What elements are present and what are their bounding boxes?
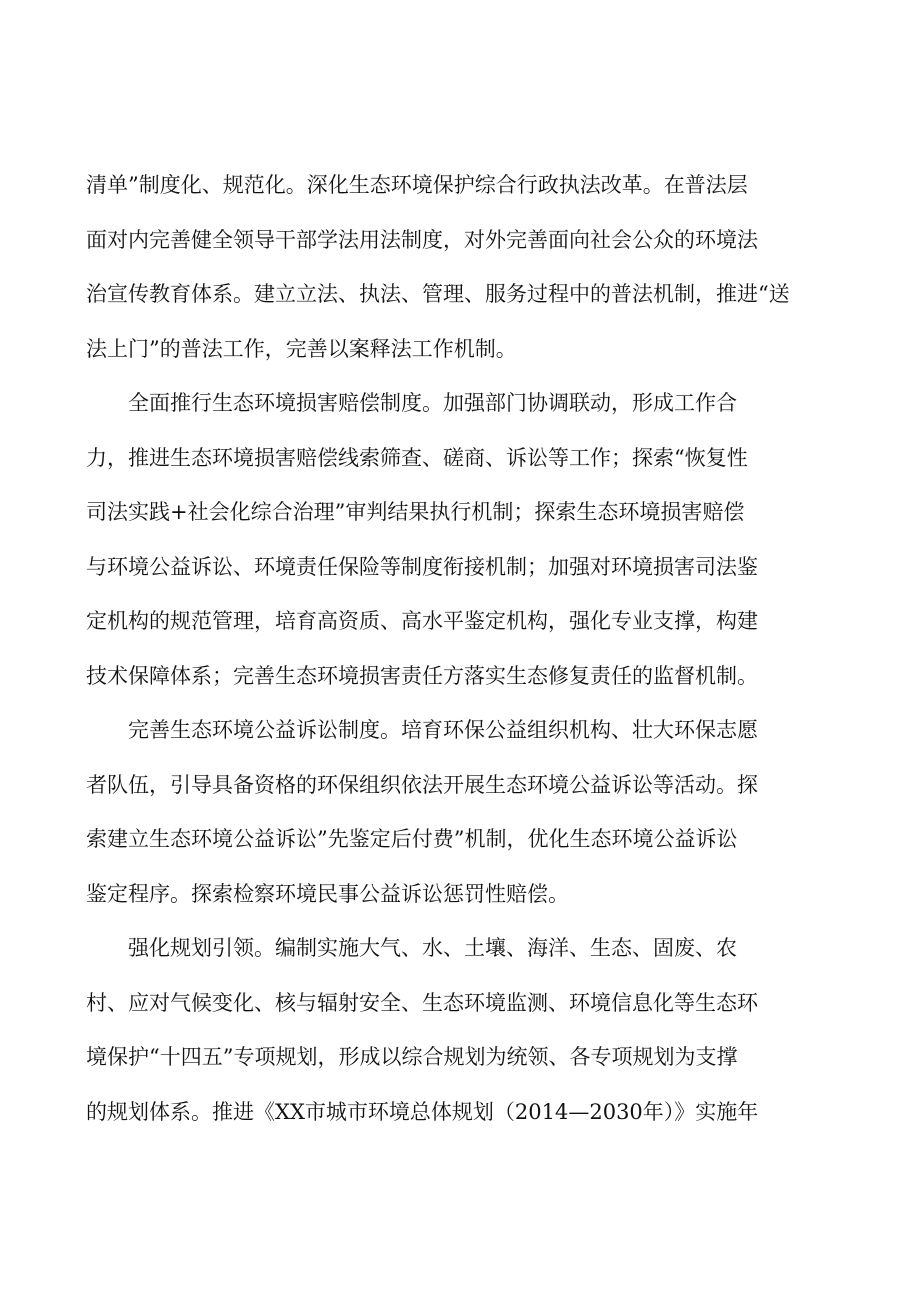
text-line: 技术保障体系；完善生态环境损害责任方落实生态修复责任的监督机制。 <box>86 663 758 688</box>
document-body <box>86 158 832 1139</box>
text-line: 法上门”的普法工作，完善以案释法工作机制。 <box>86 336 517 361</box>
text-line: 村、应对气候变化、核与辐射安全、生态环境监测、环境信息化等生态环 <box>86 990 758 1015</box>
text-line: 的规划体系。推进《XX市城市环境总体规划（2014—2030年）》实施年 <box>86 1099 759 1124</box>
text-line: 司法实践+社会化综合治理”审判结果执行机制；探索生态环境损害赔偿 <box>86 500 745 524</box>
text-line: 鉴定程序。探索检察环境民事公益诉讼惩罚性赔偿。 <box>86 881 569 906</box>
text-line: 力，推进生态环境损害赔偿线索筛查、磋商、诉讼等工作；探索“恢复性 <box>86 445 748 470</box>
paragraph-first-line: 完善生态环境公益诉讼制度。培育环保公益组织机构、壮大环保志愿 <box>128 718 758 742</box>
text-line: 清单”制度化、规范化。深化生态环境保护综合行政执法改革。在普法层 <box>86 173 748 197</box>
text-line: 治宣传教育体系。建立立法、执法、管理、服务过程中的普法机制，推进“送 <box>86 282 790 306</box>
paragraph-first-line: 全面推行生态环境损害赔偿制度。加强部门协调联动，形成工作合 <box>128 391 737 415</box>
text-line: 与环境公益诉讼、环境责任保险等制度衔接机制；加强对环境损害司法鉴 <box>86 554 758 579</box>
paragraph-first-line: 强化规划引领。编制实施大气、水、土壤、海洋、生态、固废、农 <box>128 936 737 960</box>
text-line: 面对内完善健全领导干部学法用法制度，对外完善面向社会公众的环境法 <box>86 227 758 252</box>
text-line: 境保护“十四五”专项规划，形成以综合规划为统领、各专项规划为支撑 <box>86 1045 738 1069</box>
text-line: 者队伍，引导具备资格的环保组织依法开展生态环境公益诉讼等活动。探 <box>86 772 758 797</box>
text-line: 定机构的规范管理，培育高资质、高水平鉴定机构，强化专业支撑，构建 <box>86 609 758 633</box>
text-line: 索建立生态环境公益诉讼”先鉴定后付费”机制，优化生态环境公益诉讼 <box>86 827 738 851</box>
